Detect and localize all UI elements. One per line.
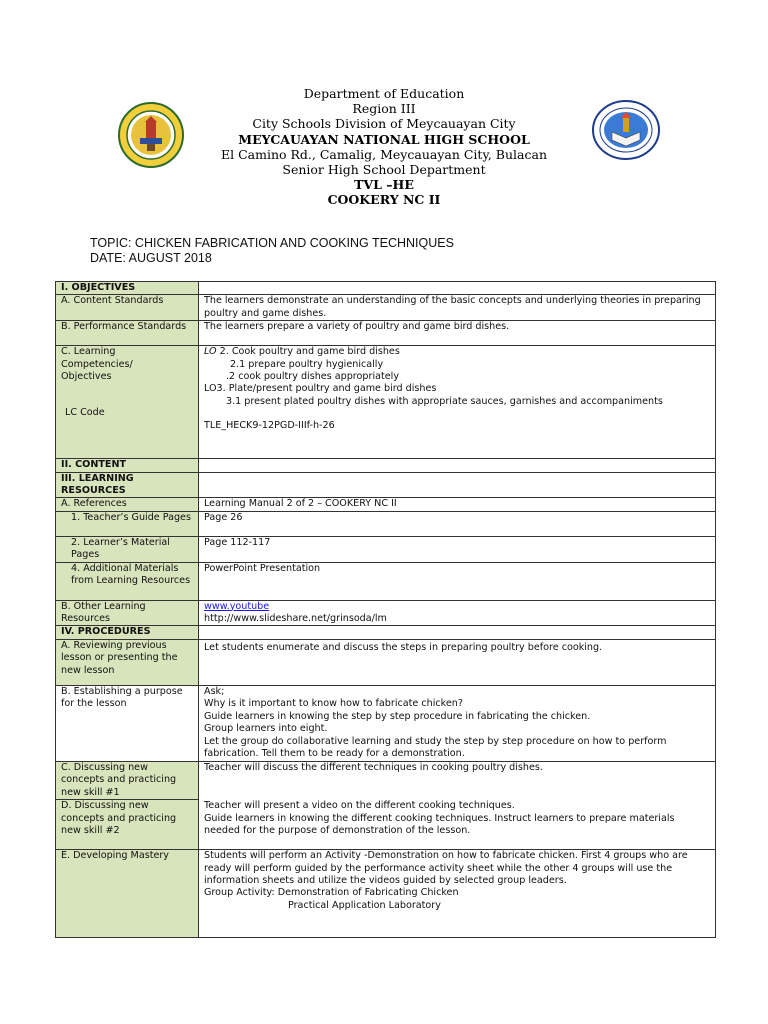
- lc-code-label: LC Code: [65, 407, 105, 419]
- reviewing-label: A. Reviewing previous lesson or presenting the new lesson: [56, 639, 199, 685]
- additional-materials-value: PowerPoint Presentation: [199, 562, 716, 600]
- spacer: [204, 774, 711, 800]
- mastery-label: E. Developing Mastery: [56, 850, 199, 938]
- topic-block: [90, 236, 454, 266]
- objectives-heading: I. OBJECTIVES: [56, 282, 199, 295]
- mastery-line: Group Activity: Demonstration of Fabricating Chicken: [204, 887, 459, 899]
- purpose-line: Let the group do collaborative learning and study the step by step procedure on how to perform fabrication. Tell them to be ready for a demonstration.: [204, 735, 667, 759]
- mastery-line: Practical Application Laboratory: [288, 899, 441, 911]
- other-resources-cell: [199, 600, 716, 626]
- teachers-guide-label: [56, 511, 199, 536]
- school-name: MEYCAUAYAN NATIONAL HIGH SCHOOL: [238, 131, 530, 147]
- procedures-heading: IV. PROCEDURES: [56, 626, 199, 639]
- reviewing-text: [199, 639, 716, 685]
- table-row: [56, 472, 716, 498]
- course-name: COOKERY NC II: [327, 192, 441, 208]
- region-name: Region III: [352, 101, 416, 117]
- letterhead: [0, 86, 768, 208]
- department-line: Senior High School Department: [282, 162, 486, 178]
- table-row: [56, 459, 716, 472]
- purpose-label: B. Establishing a purpose for the lesson: [56, 685, 199, 761]
- discussing2-label: D. Discussing new concepts and practicing new skill #2: [56, 800, 199, 850]
- slideshare-url: http://www.slideshare.net/grinsoda/lm: [204, 613, 387, 625]
- school-address: El Camino Rd., Camalig, Meycauayan City, Bulacan: [221, 146, 547, 162]
- topic-line: TOPIC: CHICKEN FABRICATION AND COOKING TECHNIQUES: [90, 236, 454, 250]
- performance-standards-text: The learners prepare a variety of poultry and game bird dishes.: [199, 321, 716, 346]
- content-standards-label: A. Content Standards: [56, 295, 199, 321]
- learners-material-label-text: 2. Learner’s Material Pages: [71, 536, 170, 561]
- lo2-prefix: LO: [204, 346, 217, 358]
- discussing1-text: [199, 761, 716, 849]
- additional-materials-label: [56, 562, 199, 600]
- purpose-text: [199, 685, 716, 761]
- content-blank: [199, 459, 716, 472]
- content-standards-text: The learners demonstrate an understanding of the basic concepts and underlying theories in preparing poultry and game dishes.: [199, 295, 716, 321]
- purpose-line: Guide learners in knowing the step by step procedure in fabricating the chicken.: [204, 710, 591, 722]
- teachers-guide-label-text: 1. Teacher’s Guide Pages: [71, 511, 191, 523]
- table-row: [56, 626, 716, 639]
- table-row: [56, 295, 716, 321]
- lo3-1-line: 3.1 present plated poultry dishes with appropriate sauces, garnishes and accompaniments: [226, 395, 663, 407]
- purpose-line: Group learners into eight.: [204, 723, 328, 735]
- teachers-guide-value: Page 26: [199, 511, 716, 536]
- department-name: Department of Education: [303, 86, 465, 101]
- table-row: [56, 321, 716, 346]
- references-value: Learning Manual 2 of 2 – COOKERY NC II: [199, 498, 716, 511]
- learners-material-label: [56, 536, 199, 562]
- table-row: [56, 639, 716, 685]
- table-row: [56, 346, 716, 459]
- purpose-line: Why is it important to know how to fabricate chicken?: [204, 698, 463, 710]
- performance-standards-label: B. Performance Standards: [56, 321, 199, 346]
- resources-heading: III. LEARNING RESOURCES: [56, 472, 199, 498]
- lo3-line: LO3. Plate/present poultry and game bird dishes: [204, 383, 437, 395]
- mastery-text: [199, 850, 716, 938]
- discussing2-line: Guide learners in knowing the different cooking techniques. Instruct learners to prepare materials needed for the purpose of demonstration of the lesson.: [204, 812, 675, 837]
- reviewing-text-span: Let students enumerate and discuss the steps in preparing poultry before cooking.: [204, 641, 603, 653]
- lesson-plan-table: [55, 281, 716, 938]
- competencies-label: C. Learning Competencies/ Objectives: [61, 346, 133, 383]
- table-row: [56, 536, 716, 562]
- lo2-rest: 2. Cook poultry and game bird dishes: [216, 346, 400, 358]
- additional-materials-label-text: 4. Additional Materials from Learning Resources: [71, 562, 191, 587]
- spacer: [61, 383, 194, 407]
- lc-code-value: TLE_HECK9-12PGD-IIIf-h-26: [204, 420, 335, 432]
- table-row: [56, 498, 716, 511]
- content-heading: II. CONTENT: [56, 459, 199, 472]
- other-resources-label: B. Other Learning Resources: [56, 600, 199, 626]
- table-row: [56, 600, 716, 626]
- table-row: [56, 562, 716, 600]
- track-name: TVL –HE: [354, 177, 414, 193]
- lo2-2-line: .2 cook poultry dishes appropriately: [226, 371, 399, 383]
- mastery-line: Students will perform an Activity -Demonstration on how to fabricate chicken. First 4 groups who are ready will perform guided by the performance activity sheet while the other 4 groups will use the information sheets and utilize the videos guided by selected group leaders.: [204, 850, 688, 886]
- procedures-blank: [199, 626, 716, 639]
- competencies-cell: [56, 346, 199, 459]
- youtube-link[interactable]: www.youtube: [204, 600, 270, 612]
- date-line: DATE: AUGUST 2018: [90, 251, 212, 265]
- discussing2-line: Teacher will present a video on the different cooking techniques.: [204, 800, 515, 812]
- resources-blank: [199, 472, 716, 498]
- spacer: [204, 408, 711, 420]
- division-name: City Schools Division of Meycauayan City: [252, 116, 516, 132]
- references-label: A. References: [56, 498, 199, 511]
- discussing1-line: Teacher will discuss the different techniques in cooking poultry dishes.: [204, 761, 543, 773]
- lo2-1-line: 2.1 prepare poultry hygienically: [230, 358, 384, 370]
- table-row: [56, 685, 716, 761]
- purpose-line: Ask;: [204, 685, 225, 697]
- discussing1-label: C. Discussing new concepts and practicing new skill #1: [56, 761, 199, 799]
- table-row: [56, 282, 716, 295]
- learners-material-value: Page 112-117: [199, 536, 716, 562]
- lo2-line: [204, 346, 711, 358]
- table-row: [56, 761, 716, 799]
- table-row: [56, 511, 716, 536]
- objectives-blank: [199, 282, 716, 295]
- table-row: [56, 850, 716, 938]
- competencies-text: [199, 346, 716, 459]
